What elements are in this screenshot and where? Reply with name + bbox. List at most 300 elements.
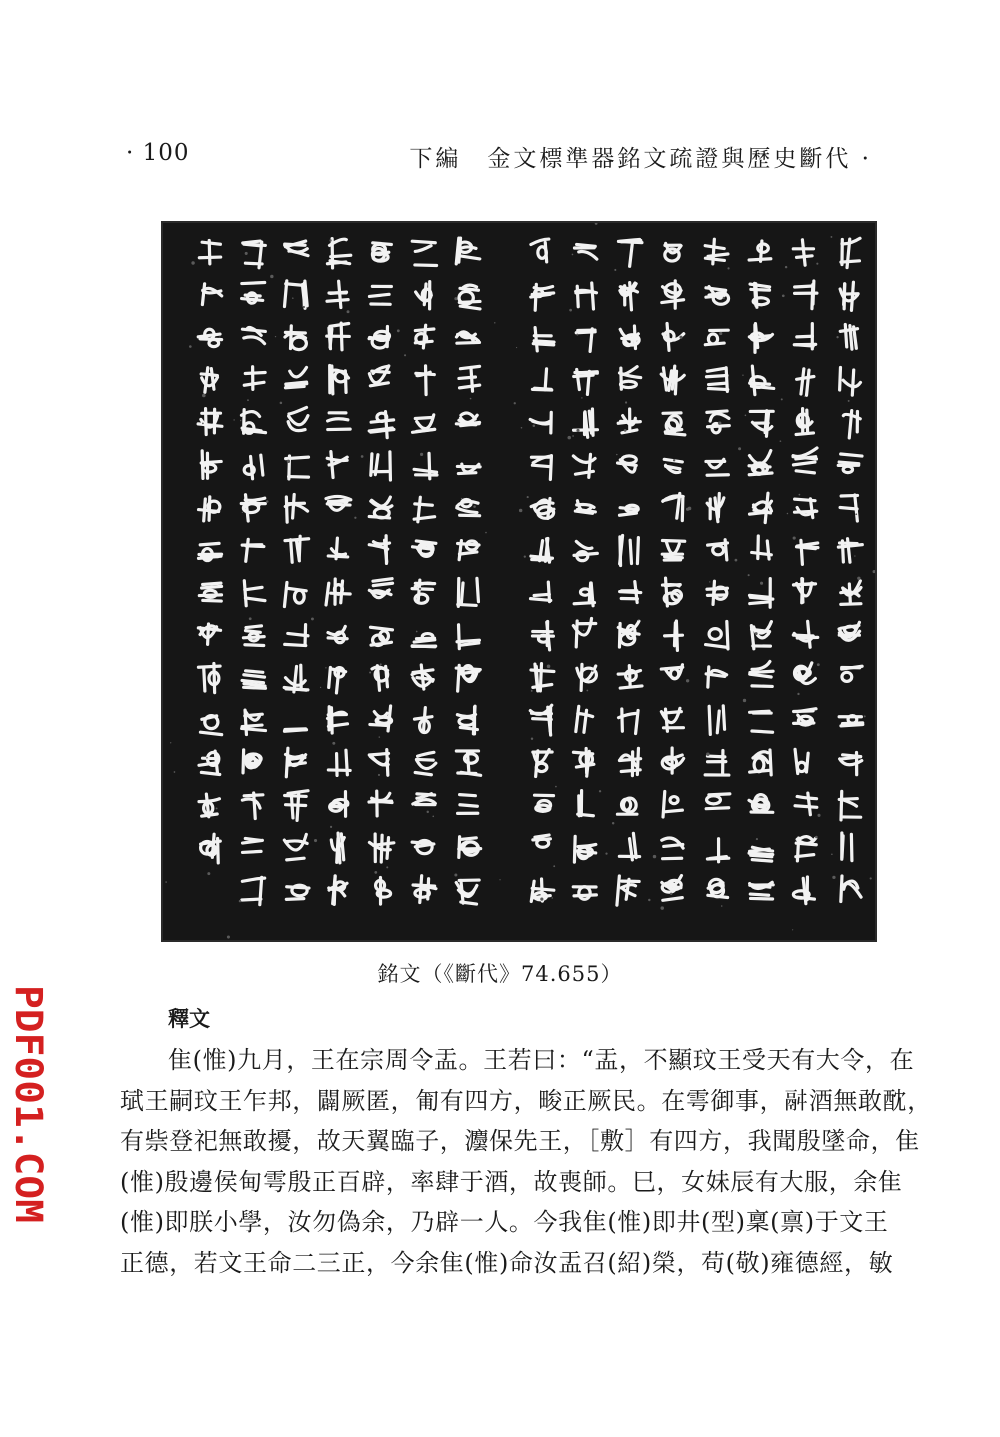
inscription-glyph <box>458 795 478 814</box>
rubbing-speckle <box>832 876 835 879</box>
rubbing-speckle <box>311 617 314 620</box>
inscription-glyph <box>369 579 392 598</box>
inscription-glyph <box>839 791 860 820</box>
inscription-glyph <box>328 626 347 642</box>
rubbing-speckle <box>599 790 601 792</box>
transcription-text <box>120 1040 932 1283</box>
rubbing-speckle <box>379 736 380 737</box>
inscription-glyph <box>574 409 598 437</box>
inscription-glyph <box>286 748 306 777</box>
figure-caption: 銘文（《斷代》74.655） <box>377 962 623 986</box>
inscription-glyph <box>531 284 554 310</box>
inscription-glyph <box>458 541 479 560</box>
inscription-glyph <box>619 709 639 734</box>
rubbing-speckle <box>738 447 741 450</box>
rubbing-speckle <box>614 269 616 271</box>
inscription-glyph <box>457 464 480 473</box>
rubbing-speckle <box>514 402 516 404</box>
rubbing-speckle <box>706 753 709 756</box>
inscription-glyph <box>533 835 551 847</box>
rubbing-speckle <box>303 306 305 308</box>
text-line: 正德，若文王命二三正，今余隹(惟)命汝盂召(紹)榮，苟(敬)雍德經，敏 <box>120 1248 894 1277</box>
rubbing-speckle <box>461 498 462 499</box>
rubbing-speckle <box>742 375 743 376</box>
inscription-glyph <box>456 880 479 904</box>
rubbing-speckle <box>361 455 364 458</box>
rubbing-speckle <box>567 436 571 440</box>
inscription-glyph <box>840 495 857 521</box>
inscription-glyph <box>242 671 265 688</box>
inscription-glyph <box>328 538 347 559</box>
inscription-glyph <box>794 324 815 349</box>
inscription-glyph <box>533 621 554 649</box>
rubbing-speckle <box>270 275 273 278</box>
inscription-glyph <box>663 791 682 817</box>
rubbing-speckle <box>416 631 418 633</box>
rubbing-speckle <box>760 582 763 585</box>
rubbing-speckle <box>374 871 377 874</box>
inscription-glyph <box>416 282 432 309</box>
rubbing-speckle <box>531 738 533 740</box>
rubbing-speckle <box>735 559 738 562</box>
rubbing-speckle <box>873 570 875 573</box>
rubbing-speckle <box>329 239 331 241</box>
rubbing-speckle <box>386 866 388 868</box>
inscription-glyph <box>327 452 347 478</box>
inscription-glyph <box>705 330 728 345</box>
inscription-glyph <box>662 281 684 308</box>
inscription-glyph <box>663 493 683 520</box>
inscription-glyph <box>706 621 728 649</box>
inscription-glyph <box>577 664 597 690</box>
inscription-glyph <box>330 366 349 394</box>
inscription-glyph <box>416 366 434 395</box>
rubbing-speckle <box>552 897 553 898</box>
inscription-glyph <box>620 582 641 603</box>
inscription-glyph <box>285 326 306 350</box>
inscription-glyph <box>458 578 479 606</box>
rubbing-speckle <box>679 336 682 339</box>
inscription-glyph <box>330 792 348 817</box>
inscription-glyph <box>531 538 553 562</box>
section-title: 釋文 <box>168 1007 210 1031</box>
inscription-glyph <box>574 836 595 862</box>
rubbing-speckle <box>624 429 627 432</box>
inscription-glyph <box>244 455 263 479</box>
rubbing-speckle <box>454 297 457 300</box>
inscription-glyph <box>750 711 773 732</box>
rubbing-speckle <box>547 665 551 669</box>
rubbing-speckle <box>494 322 495 323</box>
rubbing-speckle <box>473 505 476 508</box>
rubbing-speckle <box>576 429 579 432</box>
rubbing-speckle <box>527 496 529 498</box>
inscription-glyph <box>573 454 595 477</box>
inscription-glyph <box>620 536 639 566</box>
inscription-glyph <box>284 281 307 308</box>
inscription-glyph <box>331 833 344 863</box>
text-line: 珷王嗣玟王乍邦，闢厥匿，匍有四方，畯正厥民。在雩御事，𩰫酒無敢酖， <box>120 1086 932 1115</box>
inscription-glyph <box>244 581 265 606</box>
inscription-glyph <box>750 661 773 686</box>
inscription-glyph <box>459 285 480 309</box>
inscription-glyph <box>369 834 393 862</box>
rubbing-speckle <box>653 855 656 858</box>
inscription-glyph <box>708 879 728 897</box>
inscription-glyph <box>576 283 597 309</box>
inscription-glyph <box>750 493 772 522</box>
rubbing-speckle <box>785 266 787 268</box>
rubbing-speckle <box>797 693 799 695</box>
inscription-glyph <box>286 885 309 899</box>
rubbing-speckle <box>320 687 321 688</box>
inscription-glyph <box>412 241 436 265</box>
inscription-glyph <box>199 241 220 264</box>
inscription-glyph <box>412 634 435 647</box>
inscription-glyph <box>842 833 852 861</box>
rubbing-speckle <box>792 929 793 930</box>
inscription-glyph <box>752 536 772 559</box>
rubbing-speckle <box>743 699 746 702</box>
inscription-glyph <box>573 887 596 899</box>
rubbing-speckle <box>670 893 672 895</box>
rubbing-speckle <box>616 454 617 455</box>
rubbing-speckle <box>245 252 248 255</box>
inscription-glyph <box>285 241 308 256</box>
inscription-glyph <box>708 540 728 560</box>
rubbing-speckle <box>572 435 574 437</box>
text-line: 有祡登祀無敢擾，故天翼臨子，灋保先王，［敷］有四方，我聞殷墜命，隹 <box>120 1127 920 1155</box>
rubbing-speckle <box>718 421 721 424</box>
inscription-glyph <box>793 621 817 647</box>
inscription-glyph <box>369 750 388 776</box>
rubbing-speckle <box>625 401 627 403</box>
inscription-glyph <box>618 456 637 472</box>
inscription-glyph <box>456 665 480 691</box>
rubbing-speckle <box>576 334 578 336</box>
rubbing-speckle <box>727 267 729 269</box>
rubbing-speckle <box>397 329 400 332</box>
inscription-glyph <box>285 536 309 562</box>
inscription-glyph <box>413 876 436 903</box>
running-header-part: 下編 <box>409 146 462 172</box>
inscription-glyph <box>707 839 728 862</box>
inscription-glyph <box>578 791 594 816</box>
inscription-glyph <box>531 456 551 480</box>
inscription-glyph <box>198 329 221 346</box>
inscription-glyph <box>328 413 351 430</box>
inscription-glyph <box>662 748 683 773</box>
inscription-glyph <box>663 413 685 435</box>
rubbing-speckle <box>207 872 210 875</box>
inscription-glyph <box>705 239 728 264</box>
rubbing-speckle <box>660 906 663 909</box>
inscription-glyph <box>372 666 388 691</box>
inscription-glyph <box>749 795 773 813</box>
inscription-glyph <box>372 243 391 261</box>
inscription-glyph <box>456 413 479 426</box>
rubbing-speckle <box>516 347 517 348</box>
inscription-glyph <box>376 877 391 904</box>
text-line: 隹(惟)九月，王在宗周令盂。王若曰：“盂，不顯玟王受天有大令，在 <box>168 1046 915 1074</box>
rubbing-speckle <box>202 394 206 398</box>
rubbing-speckle <box>240 420 242 422</box>
rubbing-speckle <box>857 577 860 580</box>
inscription-glyph <box>328 750 350 775</box>
inscription-glyph <box>369 497 392 518</box>
rubbing-speckle <box>804 396 805 397</box>
inscription-glyph <box>413 541 436 556</box>
inscription-glyph <box>369 536 389 564</box>
inscription-glyph <box>412 840 434 853</box>
rubbing-speckle <box>287 460 290 463</box>
inscription-glyph <box>661 366 684 394</box>
rubbing-speckle <box>499 879 500 880</box>
inscription-glyph <box>531 664 554 691</box>
inscription-glyph <box>749 847 773 861</box>
site-watermark-logo <box>4 985 50 1225</box>
inscription-glyph <box>665 621 683 650</box>
inscription-glyph <box>327 323 350 350</box>
inscription-glyph <box>369 327 389 348</box>
text-line: (惟)殷邊侯甸雩殷正百辟，率肆于酒，故喪師。巳，女妹辰有大服，余隹 <box>120 1167 903 1196</box>
inscription-glyph <box>662 876 682 901</box>
inscription-glyph <box>531 499 554 519</box>
rubbing-speckle <box>688 507 692 511</box>
inscription-glyph <box>617 876 639 905</box>
rubbing-speckle <box>174 771 176 773</box>
rubbing-speckle <box>836 336 838 338</box>
inscription-glyph <box>284 665 308 692</box>
inscription-glyph <box>201 451 221 479</box>
inscription-glyph <box>371 452 391 480</box>
rubbing-speckle <box>202 422 204 424</box>
inscription-glyph <box>618 621 639 647</box>
rubbing-speckle <box>378 774 380 776</box>
inscription-glyph <box>617 798 637 814</box>
rubbing-speckle <box>799 494 801 496</box>
inscription-glyph <box>707 411 729 433</box>
rubbing-speckle <box>723 297 725 299</box>
inscription-glyph <box>201 368 217 392</box>
rubbing-speckle <box>266 500 269 503</box>
inscription-glyph <box>664 459 682 472</box>
rubbing-speckle <box>227 936 230 939</box>
inscription-glyph <box>457 499 480 515</box>
rubbing-speckle <box>793 536 796 539</box>
inscription-glyph <box>796 837 816 861</box>
inscription-glyph <box>533 328 554 351</box>
inscription-glyph <box>369 412 394 438</box>
rubbing-speckle <box>583 630 585 632</box>
inscription-glyph <box>413 415 435 432</box>
rubbing-speckle <box>782 294 785 297</box>
rubbing-speckle <box>848 400 850 402</box>
rubbing-speckle <box>249 617 252 620</box>
rubbing-speckle <box>432 816 434 818</box>
inscription-glyph <box>244 367 265 390</box>
inscription-glyph <box>706 794 730 809</box>
inscription-glyphs <box>163 223 875 940</box>
rubbing-speckle <box>330 826 332 828</box>
inscription-glyph <box>620 367 641 390</box>
inscription-glyph <box>749 241 771 261</box>
inscription-glyph <box>665 243 681 261</box>
rubbing-speckle <box>595 223 598 225</box>
svg-text:PDF001.COM: PDF001.COM <box>7 985 50 1208</box>
inscription-glyph <box>456 751 480 775</box>
rubbing-speckle <box>332 742 335 745</box>
inscription-glyph <box>797 540 818 564</box>
rubbing-speckle <box>581 397 583 399</box>
inscription-glyph <box>198 663 220 692</box>
inscription-glyph <box>198 409 222 435</box>
rubbing-speckle <box>470 398 472 400</box>
inscription-glyph <box>575 501 595 514</box>
inscription-glyph <box>243 750 261 773</box>
inscription-glyph <box>706 667 726 687</box>
rubbing-speckle <box>756 838 758 840</box>
inscription-glyph <box>286 456 309 479</box>
rubbing-speckle <box>540 898 543 901</box>
inscription-glyph <box>412 665 433 689</box>
inscription-glyph <box>750 411 773 437</box>
inscription-glyph <box>199 751 220 774</box>
rubbing-speckle <box>404 354 406 356</box>
inscription-glyph <box>371 627 393 645</box>
rubbing-speckle <box>605 853 607 855</box>
inscription-glyph <box>574 244 596 259</box>
rubbing-speckle <box>219 336 220 337</box>
inscription-glyph <box>284 583 306 607</box>
inscription-glyph <box>242 710 266 734</box>
inscription-glyph <box>285 625 308 646</box>
inscription-glyph <box>412 580 435 603</box>
inscription-glyph <box>662 578 681 606</box>
inscription-glyph <box>415 325 434 348</box>
inscription-glyph <box>794 663 815 684</box>
inscription-glyph <box>284 834 307 860</box>
inscription-glyph <box>841 238 860 267</box>
inscription-glyph <box>841 876 861 901</box>
inscription-glyph <box>369 791 392 816</box>
inscription-glyph <box>242 793 263 819</box>
rubbing-speckle <box>781 398 783 400</box>
rubbing-speckle <box>612 822 614 824</box>
inscription-glyph <box>531 239 549 262</box>
inscription-glyph <box>576 706 593 732</box>
inscription-glyph <box>201 834 221 863</box>
rubbing-speckle <box>864 715 866 717</box>
inscription-glyph <box>198 624 220 644</box>
inscription-glyph <box>706 459 728 475</box>
rubbing-speckle <box>242 512 243 513</box>
rubbing-speckle <box>815 836 818 839</box>
inscription-glyph <box>793 240 813 265</box>
rubbing-speckle <box>572 254 574 256</box>
inscription-glyph <box>199 497 220 521</box>
inscription-glyph <box>661 665 682 679</box>
inscription-glyph <box>619 833 639 860</box>
inscription-glyph <box>794 499 816 518</box>
inscription-glyph <box>750 366 774 394</box>
inscription-glyph <box>794 709 816 725</box>
inscription-glyph <box>459 366 480 391</box>
inscription-glyph <box>414 453 437 478</box>
inscription-glyph <box>706 287 729 305</box>
inscription-glyph <box>838 539 862 562</box>
inscription-glyph <box>459 837 481 858</box>
inscription-glyph <box>750 283 770 307</box>
rubbing-speckle <box>292 297 294 299</box>
inscription-glyph <box>839 716 863 726</box>
rubbing-speckle <box>427 811 429 813</box>
rubbing-speckle <box>454 874 457 877</box>
running-header-title: 金文標準器銘文疏證與歷史斷代 · <box>487 146 872 172</box>
rubbing-speckle <box>206 757 208 759</box>
rubbing-speckle <box>531 690 533 692</box>
rubbing-speckle <box>673 459 675 461</box>
inscription-glyph <box>242 328 265 344</box>
inscription-glyph <box>749 451 772 475</box>
inscription-glyph <box>285 791 308 821</box>
inscription-glyph <box>749 324 772 353</box>
inscription-glyph <box>199 583 221 601</box>
inscription-glyph <box>797 369 814 395</box>
inscription-glyph <box>242 877 265 904</box>
inscription-glyph <box>413 794 435 805</box>
rubbing-speckle <box>420 453 423 456</box>
inscription-glyph <box>574 370 598 395</box>
rubbing-speckle <box>216 807 218 809</box>
inscription-glyph <box>709 706 724 735</box>
rubbing-speckle <box>369 671 371 673</box>
inscription-glyph <box>841 581 861 604</box>
inscription-glyph <box>327 239 350 268</box>
inscription-glyph <box>533 750 552 777</box>
inscription-glyph <box>840 282 858 310</box>
rubbing-speckle <box>170 742 171 743</box>
rubbing-speckle <box>419 588 421 590</box>
inscription-glyph <box>840 324 857 349</box>
inscription-glyph <box>327 281 348 307</box>
inscription-glyph <box>661 708 683 731</box>
inscription-glyph <box>576 329 595 352</box>
running-header <box>409 140 872 173</box>
inscription-glyph <box>288 407 308 430</box>
inscription-glyph <box>574 583 594 606</box>
inscription-glyph <box>414 708 431 733</box>
rubbing-speckle <box>721 905 723 907</box>
inscription-glyph <box>242 283 265 304</box>
inscription-glyph <box>369 366 389 386</box>
inscription-glyph <box>329 876 347 904</box>
rubbing-speckle <box>325 667 326 668</box>
inscription-glyph <box>415 752 436 774</box>
rubbing-speckle <box>247 399 249 401</box>
inscription-glyph <box>202 284 221 305</box>
inscription-glyph <box>243 626 264 646</box>
rubbing-speckle <box>854 555 855 556</box>
page-number: · 100 <box>126 140 190 166</box>
rubbing-speckle <box>709 581 710 582</box>
rubbing-speckle <box>239 900 241 902</box>
inscription-glyph <box>457 706 477 734</box>
inscription-glyph <box>369 286 391 304</box>
rubbing-speckle <box>719 332 722 335</box>
inscription-glyph <box>243 839 263 853</box>
inscription-glyph <box>534 795 553 811</box>
